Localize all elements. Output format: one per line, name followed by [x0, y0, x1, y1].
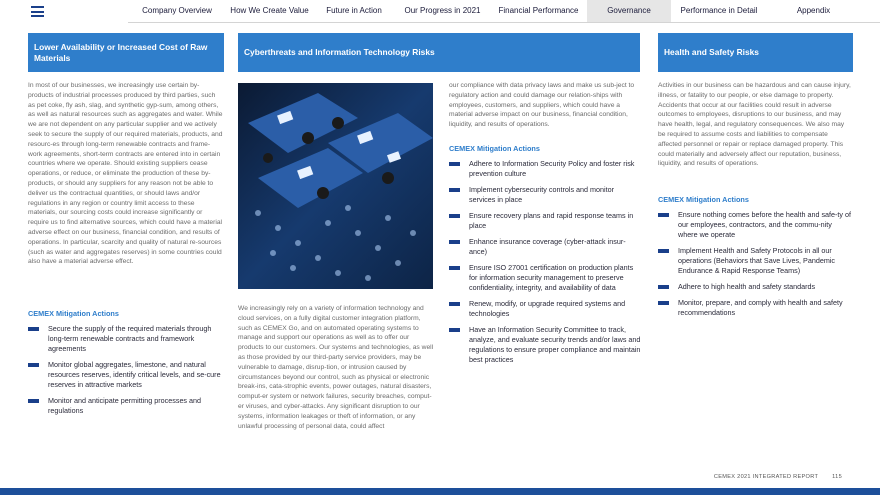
bullet-square-icon	[658, 213, 669, 218]
bullet-square-icon	[28, 399, 39, 404]
list-item: Enhance insurance coverage (cyber-attack insur-ance)	[449, 237, 641, 257]
list-item: Adhere to high health and safety standards	[658, 282, 853, 292]
bullet-square-icon	[658, 301, 669, 306]
list-item: Secure the supply of the required materials through long-term renewable contracts and framework agreements	[28, 324, 224, 354]
footer-bar	[0, 488, 880, 495]
bullet-square-icon	[449, 214, 460, 219]
list-item: Monitor, prepare, and comply with health and safety recommendations	[658, 298, 853, 318]
bullet-square-icon	[449, 266, 460, 271]
report-title: CEMEX 2021 INTEGRATED REPORT	[713, 474, 819, 480]
raw-materials-title: Lower Availability or Increased Cost of Raw Materials	[34, 41, 208, 63]
nav-tab-future-in-action[interactable]: Future in Action	[326, 6, 382, 15]
nav-tab-financial-performance[interactable]: Financial Performance	[498, 6, 579, 15]
bullet-square-icon	[449, 302, 460, 307]
health-safety-header	[658, 33, 853, 72]
health-safety-body: Activities in our business can be hazardous and can cause injury, illness, or fatality to our people, or else damage to property. Accidents that occur at our facilities could result in adverse outcomes to employees, disruptions to our business, and may have health, legal, and regulatory consequences. We also may be required to assume costs and liabilities to compensate affected personnel or repair or replace damaged property. This could materially and adversely affect our reputation, business, liquidity, and results of operations.	[658, 82, 851, 168]
list-item: Renew, modify, or upgrade required systems and technologies	[449, 299, 641, 319]
bullet-square-icon	[449, 162, 460, 167]
list-item: Ensure nothing comes before the health and safe-ty of our employees, contractors, and the commu-nity where we operate	[658, 210, 853, 240]
office-photo	[238, 83, 433, 289]
list-item: Have an Information Security Committee to track, analyze, and evaluate security trends and/or laws and regulations to ensure proper compliance and maintain best practices	[449, 325, 641, 365]
raw-materials-mitigation-heading: CEMEX Mitigation Actions	[28, 309, 119, 318]
page-footer	[714, 474, 842, 480]
cyberthreats-header	[238, 33, 640, 72]
nav-tab-how-we-create-value[interactable]: How We Create Value	[230, 6, 309, 15]
nav-tab-company-overview[interactable]: Company Overview	[142, 6, 212, 15]
nav-divider	[128, 22, 880, 23]
cyberthreats-mitigation-list	[449, 159, 641, 371]
bullet-square-icon	[658, 285, 669, 290]
list-item: Monitor and anticipate permitting processes and regulations	[28, 396, 224, 416]
bullet-square-icon	[449, 240, 460, 245]
raw-materials-mitigation-list	[28, 324, 224, 422]
list-item: Implement Health and Safety Protocols in all our operations (Behaviors that Save Lives, Pandemic Endurance & Rapid Response Teams)	[658, 246, 853, 276]
bullet-square-icon	[28, 327, 39, 332]
cyberthreats-mitigation-heading: CEMEX Mitigation Actions	[449, 144, 540, 153]
nav-tab-governance[interactable]: Governance	[587, 0, 671, 22]
list-item: Implement cybersecurity controls and monitor services in place	[449, 185, 641, 205]
list-item: Ensure recovery plans and rapid response teams in place	[449, 211, 641, 231]
office-photo-illustration	[238, 83, 433, 289]
raw-materials-body: In most of our businesses, we increasingly use certain by-products of industrial processes produced by third parties, such as pet coke, fly ash, slag, and synthetic gyp-sum, among others, as well as natural resources such as aggregates and water. While we are not dependent on any particular supplier and we actively seek to secure the supply of our required materials, products, and resourc-es through long-term renewable contracts and frame-work agreements, short-term contracts are entered into in certain countries where we operate. Should existing suppliers cease operations, or reduce, or eliminate the production of these by-products, or should any suppliers for any reason not be able to deliver us the contractual quantities, or should laws and/or regulations in any region or country limit access to these materials, our sourcing costs could increase significantly or require us to find alternative sources, which could have a material adverse effect on our business, financial condition, and results of operations. In particular, scarcity and quality of natural re-sources (such as water and aggregates reserves) in some countries could also have a material adverse effect.	[28, 82, 223, 266]
cyberthreats-body: We increasingly rely on a variety of information technology and cloud services, on a fully digital customer integration platform, such as CEMEX Go, and on automated operating systems to manage and support our operations as well as to offer our products to our customers. Our systems and technologies, as well as those provided by our third-party service providers, may be vulnerable to damage, disrup-tion, or intrusion caused by circumstances beyond our control, such as physical or electronic break-ins, cata-strophic events, power outages, natural disasters, comput-er system or network failures, security breaches, comput-er viruses, and cyber-attacks. Any significant disruption to our systems, information leakages or theft of information, or any unlawful processing of personal data, could affect	[238, 305, 434, 430]
bullet-square-icon	[449, 328, 460, 333]
cyberthreats-title: Cyberthreats and Information Technology Risks	[244, 47, 435, 57]
nav-tabs	[128, 0, 860, 22]
page-number: 115	[832, 474, 842, 480]
hamburger-menu-icon[interactable]	[31, 6, 44, 17]
nav-tab-our-progress[interactable]: Our Progress in 2021	[404, 6, 481, 15]
list-item: Monitor global aggregates, limestone, and natural resources reserves, identify critical levels, and se-cure reserves in attractive markets	[28, 360, 224, 390]
bullet-square-icon	[449, 188, 460, 193]
list-item: Ensure ISO 27001 certification on production plants for information security management to preserve confidentiality, integrity, and availability of data	[449, 263, 641, 293]
list-item: Adhere to Information Security Policy and foster risk prevention culture	[449, 159, 641, 179]
raw-materials-header	[28, 33, 224, 72]
bullet-square-icon	[658, 249, 669, 254]
top-nav	[0, 0, 880, 22]
bullet-square-icon	[28, 363, 39, 368]
health-safety-mitigation-heading: CEMEX Mitigation Actions	[658, 195, 749, 204]
health-safety-title: Health and Safety Risks	[664, 47, 759, 57]
cyberthreats-body-continued: our compliance with data privacy laws and make us sub-ject to regulatory action and could damage our relation-ships with employees, customers, and suppliers, which could have a material adverse impact on our business, financial condition, liquidity, and results of operations.	[449, 82, 635, 129]
nav-tab-appendix[interactable]: Appendix	[796, 6, 831, 15]
nav-tab-performance-in-detail[interactable]: Performance in Detail	[680, 6, 758, 15]
health-safety-mitigation-list	[658, 210, 853, 324]
